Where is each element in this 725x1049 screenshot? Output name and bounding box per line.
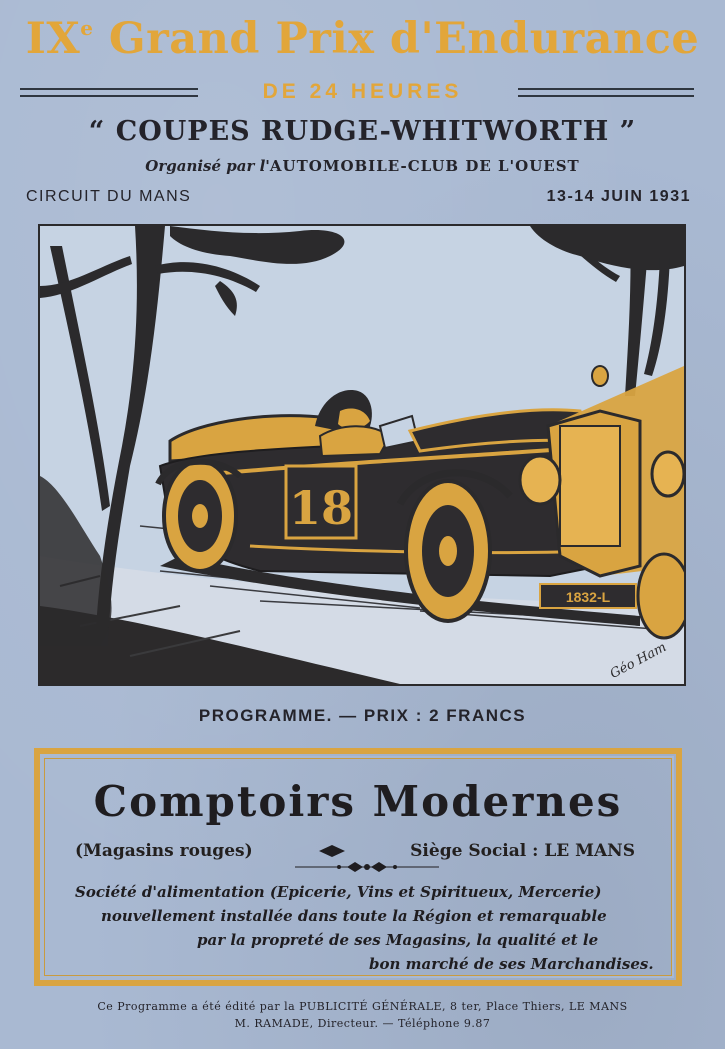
footer-director: M. RAMADE, Directeur. — Téléphone 9.87 (234, 1017, 491, 1030)
advert-line-3: par la propreté de ses Magasins, la qualité et le (197, 931, 599, 949)
event-date: 13-14 JUIN 1931 (546, 188, 691, 205)
advert-inner-border (44, 758, 672, 976)
illustration-svg (40, 226, 684, 684)
advert-box (34, 748, 682, 986)
divider-ornament-icon (295, 859, 439, 878)
advert-line-4: bon marché de ses Marchandises. (369, 955, 654, 973)
coupes-heading: “ COUPES RUDGE-WHITWORTH ” (88, 116, 637, 147)
footer-publisher: Ce Programme a été édité par la PUBLICITÉ GÉNÉRALE, 8 ter, Place Thiers, LE MANS (97, 1000, 628, 1013)
organiser-name: AUTOMOBILE-CLUB DE L'OUEST (269, 157, 580, 175)
race-car-illustration (38, 224, 686, 686)
artist-signature: Géo Ham (607, 639, 670, 682)
organise-label: Organisé par l' (145, 157, 270, 175)
advert-line-2: nouvellement installée dans toute la Région et remarquable (101, 907, 607, 925)
main-title (0, 14, 725, 64)
subtitle: DE 24 HEURES (262, 80, 463, 103)
advert-line-1: Société d'alimentation (Epicerie, Vins et Spiritueux, Mercerie) (75, 883, 602, 901)
organiser-line (0, 157, 725, 175)
circuit-label: CIRCUIT DU MANS (26, 188, 192, 205)
advert-name: Comptoirs Modernes (93, 777, 623, 826)
title-numeral: IX (25, 14, 81, 64)
title-superscript: e (80, 16, 94, 40)
advert-magasins: (Magasins rouges) (75, 841, 253, 861)
programme-price: PROGRAMME. — PRIX : 2 FRANCS (198, 706, 527, 725)
race-number: 18 (288, 481, 354, 535)
advert-siege: Siège Social : LE MANS (410, 841, 635, 861)
title-text: Grand Prix d'Endurance (108, 14, 700, 64)
license-plate: 1832-L (565, 589, 611, 605)
